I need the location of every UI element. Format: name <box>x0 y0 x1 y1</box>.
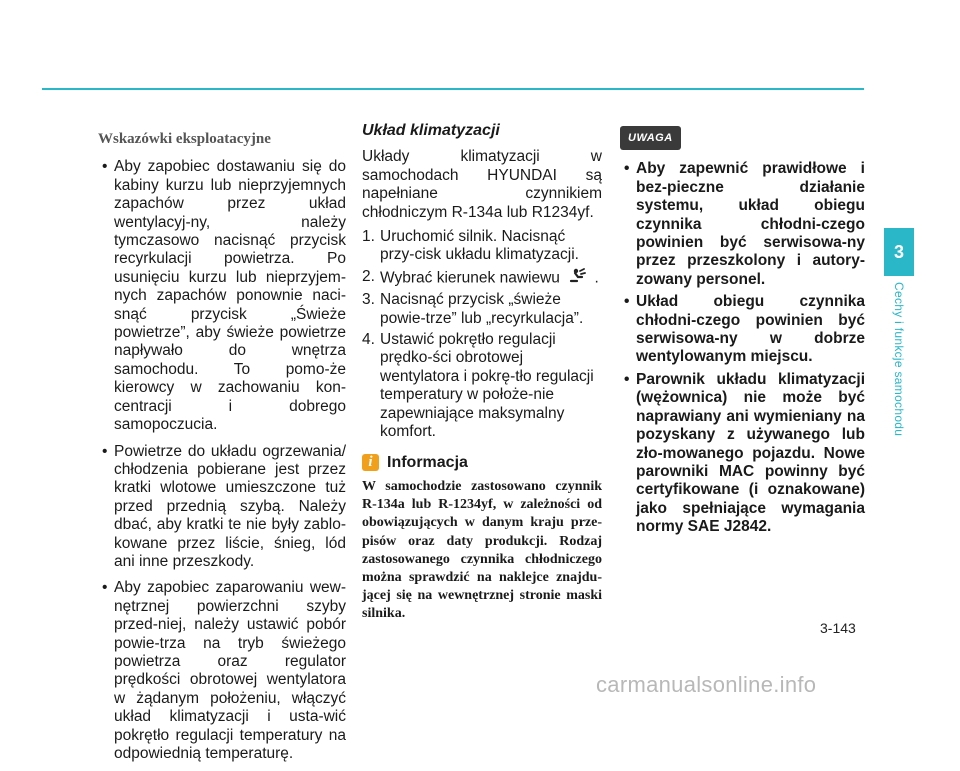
list-item: • Aby zapobiec zaparowaniu wew-nętrznej powierzchni szyby przed-niej, należy ustawić pobór powie-trza na tryb świeżego powietrza oraz regulator prędkości obrotowej wentylatora w żądanym położeniu, włączyć układ klimatyzacji i usta-wić pokrętło regulacji temperatury na odpowiednią temperaturę. <box>98 579 346 763</box>
step-text: Wybrać kierunek nawiewu <box>380 269 560 287</box>
tips-list <box>98 158 346 763</box>
list-item: • Powietrze do układu ogrzewania/ chłodzenia pobierane jest przez kratki wlotowe umieszczone tuż przed przednią szybą. Należy dbać, aby kratki te nie były zablo-kowane przez liście, śnieg, lód ani inne przeszkody. <box>98 443 346 572</box>
warning-badge: UWAGA <box>620 126 681 150</box>
left-column <box>98 122 346 771</box>
warning-list <box>620 160 865 536</box>
step-text: Uruchomić silnik. Nacisnąć przy-cisk układu klimatyzacji. <box>380 228 579 264</box>
middle-column <box>362 122 602 624</box>
chapter-tab: 3 <box>884 228 914 276</box>
info-header <box>362 454 602 472</box>
chapter-label: Cechy i funkcje samochodu <box>892 282 906 437</box>
step-text-end: . <box>594 269 599 287</box>
step-number: 2. <box>362 267 375 285</box>
list-item: • Układ obiegu czynnika chłodni-czego powinien być serwisowa-ny w dobrze wentylowanym miejscu. <box>620 293 865 367</box>
section-heading: Układ klimatyzacji <box>362 122 500 139</box>
step-item <box>362 291 602 328</box>
watermark: carmanualsonline.info <box>596 672 817 697</box>
info-icon: i <box>362 454 379 471</box>
step-number: 4. <box>362 331 375 349</box>
step-number: 1. <box>362 228 375 246</box>
info-title: Informacja <box>387 453 468 471</box>
vent-direction-icon <box>568 268 586 288</box>
step-item <box>362 331 602 441</box>
info-body: W samochodzie zastosowano czynnik R-134a lub R-1234yf, w zależności od obowiązujących w danym kraju prze-pisów oraz daty produkcji. Rodzaj zastosowanego czynnika chłodniczego można sprawdzić na naklejce znajdu-jącej się na wewnętrznej stronie maski silnika. <box>362 478 602 622</box>
step-item <box>362 228 602 265</box>
step-text: Ustawić pokrętło regulacji prędko-ści obrotowej wentylatora i pokrę-tło regulacji temperatury w położe-nie zapewniające maksymalny komfort. <box>380 331 594 441</box>
section-heading: Wskazówki eksploatacyjne <box>98 131 271 147</box>
list-item: • Aby zapobiec dostawaniu się do kabiny kurzu lub nieprzyjemnych zapachów przez układ wentylacyj-ny, należy tymczasowo nacisnąć przycisk recyrkulacji powietrza. Po usunięciu kurzu lub nieprzyjem-nych zapachów ponownie naci-snąć przycisk „Świeże powietrze”, aby świeże powietrze napływało do wnętrza samochodu. To pomo-że kierowcy w zachowaniu kon-centracji i dobrego samopoczucia. <box>98 158 346 434</box>
step-text: Nacisnąć przycisk „świeże powie-trze” lub „recyrkulacja”. <box>380 291 584 327</box>
top-rule <box>42 88 864 90</box>
page-number: 3-143 <box>820 620 856 636</box>
step-number: 3. <box>362 291 375 309</box>
steps-list <box>362 228 602 441</box>
right-column <box>620 122 865 541</box>
intro-paragraph: Układy klimatyzacji w samochodach HYUNDAI są napełniane czynnikiem chłodniczym R-134a lub R1234yf. <box>362 148 602 221</box>
list-item: • Aby zapewnić prawidłowe i bez-pieczne działanie systemu, układ obiegu czynnika chłodni-czego powinien być serwisowa-ny przez przeszkolony i autory-zowany personel. <box>620 160 865 289</box>
list-item: • Parownik układu klimatyzacji (wężownica) nie może być naprawiany ani wymieniany na pozyskany z używanego lub zło-mowanego pojazdu. Nowe parowniki MAC powinny być certyfikowane (i oznakowane) jako spełniające wymagania normy SAE J2842. <box>620 371 865 537</box>
step-item <box>362 268 602 288</box>
